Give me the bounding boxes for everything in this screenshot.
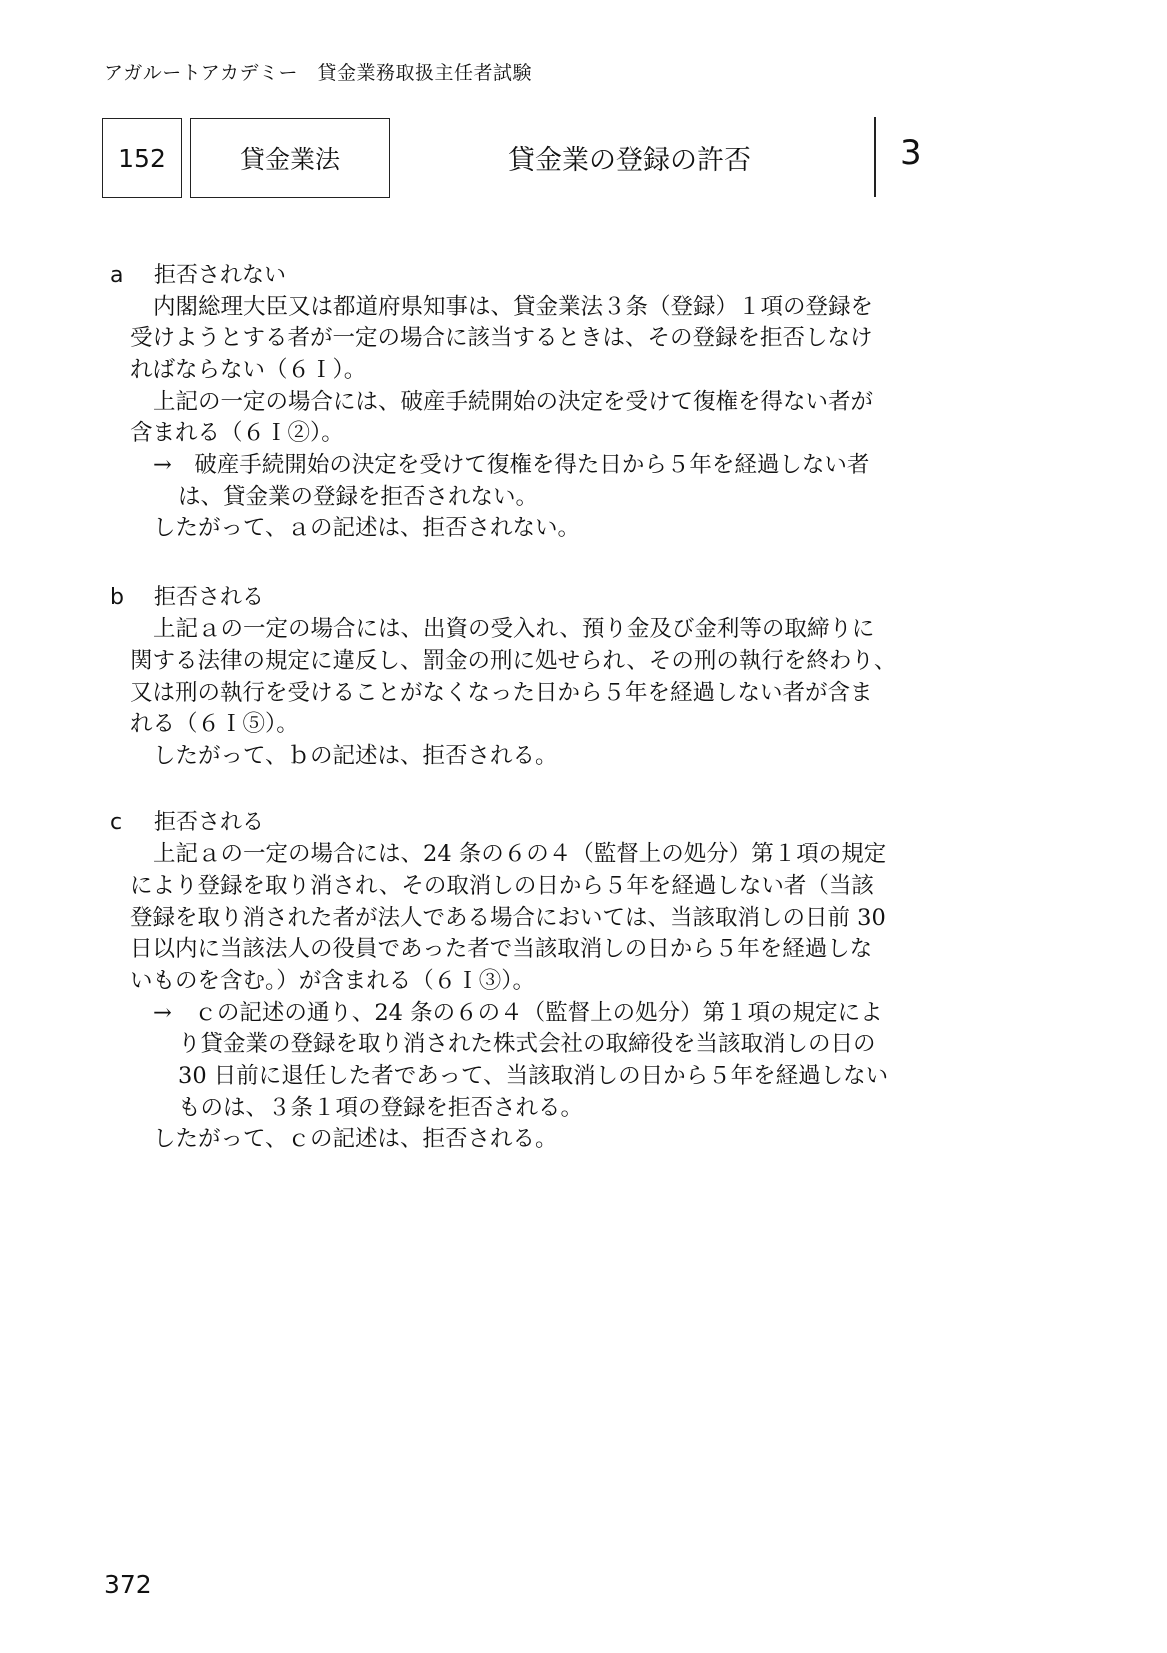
section-b-line: れる（６Ｉ⑤）。	[130, 711, 299, 737]
section-c-line: 上記ａの一定の場合には、24 条の６の４（監督上の処分）第１項の規定	[153, 841, 887, 867]
page-number: 372	[104, 1570, 152, 1599]
section-b-line: 上記ａの一定の場合には、出資の受入れ、預り金及び金利等の取締りに	[153, 616, 875, 642]
section-a-line: 上記の一定の場合には、破産手続開始の決定を受けて復権を得ない者が	[153, 389, 874, 415]
section-letter: a	[110, 263, 124, 288]
section-a-line: 内閣総理大臣又は都道府県知事は、貸金業法３条（登録）１項の登録を	[153, 294, 874, 320]
section-a-conclusion: したがって、ａの記述は、拒否されない。	[153, 515, 581, 541]
section-heading-text: 拒否されない	[154, 263, 287, 288]
section-c-conclusion: したがって、ｃの記述は、拒否される。	[153, 1126, 558, 1152]
header-title: アガルートアカデミー 貸金業務取扱主任者試験	[104, 62, 533, 84]
section-c-line: 日以内に当該法人の役員であった者で当該取消しの日から５年を経過しな	[130, 936, 873, 962]
header-divider	[874, 117, 876, 197]
section-a-line: ればならない（６Ｉ）。	[130, 357, 367, 383]
section-c-note-line: ものは、３条１項の登録を拒否される。	[178, 1095, 584, 1121]
question-number: 152	[118, 143, 166, 173]
category-label: 貸金業法	[239, 145, 340, 174]
section-letter: b	[110, 585, 124, 610]
section-c-note-line: → ｃの記述の通り、24 条の６の４（監督上の処分）第１項の規定によ	[153, 1000, 883, 1026]
section-b-line: 関する法律の規定に違反し、罰金の刑に処せられ、その刑の執行を終わり、	[130, 648, 897, 674]
question-number-box	[102, 118, 182, 198]
section-a-line: 含まれる（６Ｉ②）。	[130, 420, 344, 446]
section-heading-c	[110, 805, 264, 836]
section-c-note-line: 30 日前に退任した者であって、当該取消しの日から５年を経過しない	[178, 1063, 889, 1089]
section-b-conclusion: したがって、ｂの記述は、拒否される。	[153, 743, 558, 769]
section-c-line: 登録を取り消された者が法人である場合においては、当該取消しの日前 30	[130, 905, 886, 931]
section-heading-a	[110, 258, 286, 289]
section-a-note-line: → 破産手続開始の決定を受けて復権を得た日から５年を経過しない者	[153, 452, 870, 478]
section-heading-text: 拒否される	[154, 810, 265, 835]
section-heading-b	[110, 580, 264, 611]
answer-number: 3	[900, 133, 922, 173]
section-c-line: いものを含む。）が含まれる（６Ｉ③）。	[130, 968, 536, 994]
section-a-line: 受けようとする者が一定の場合に該当するときは、その登録を拒否しなけ	[130, 325, 873, 351]
section-letter: c	[110, 810, 123, 835]
section-b-line: 又は刑の執行を受けることがなくなった日から５年を経過しない者が含ま	[130, 680, 873, 706]
section-a-note-line: は、貸金業の登録を拒否されない。	[178, 484, 539, 510]
section-c-line: により登録を取り消され、その取消しの日から５年を経過しない者（当該	[130, 873, 874, 899]
section-c-note-line: り貸金業の登録を取り消された株式会社の取締役を当該取消しの日の	[178, 1031, 876, 1057]
category-box	[190, 118, 390, 198]
topic-title: 貸金業の登録の許否	[508, 145, 751, 176]
section-heading-text: 拒否される	[154, 585, 265, 610]
